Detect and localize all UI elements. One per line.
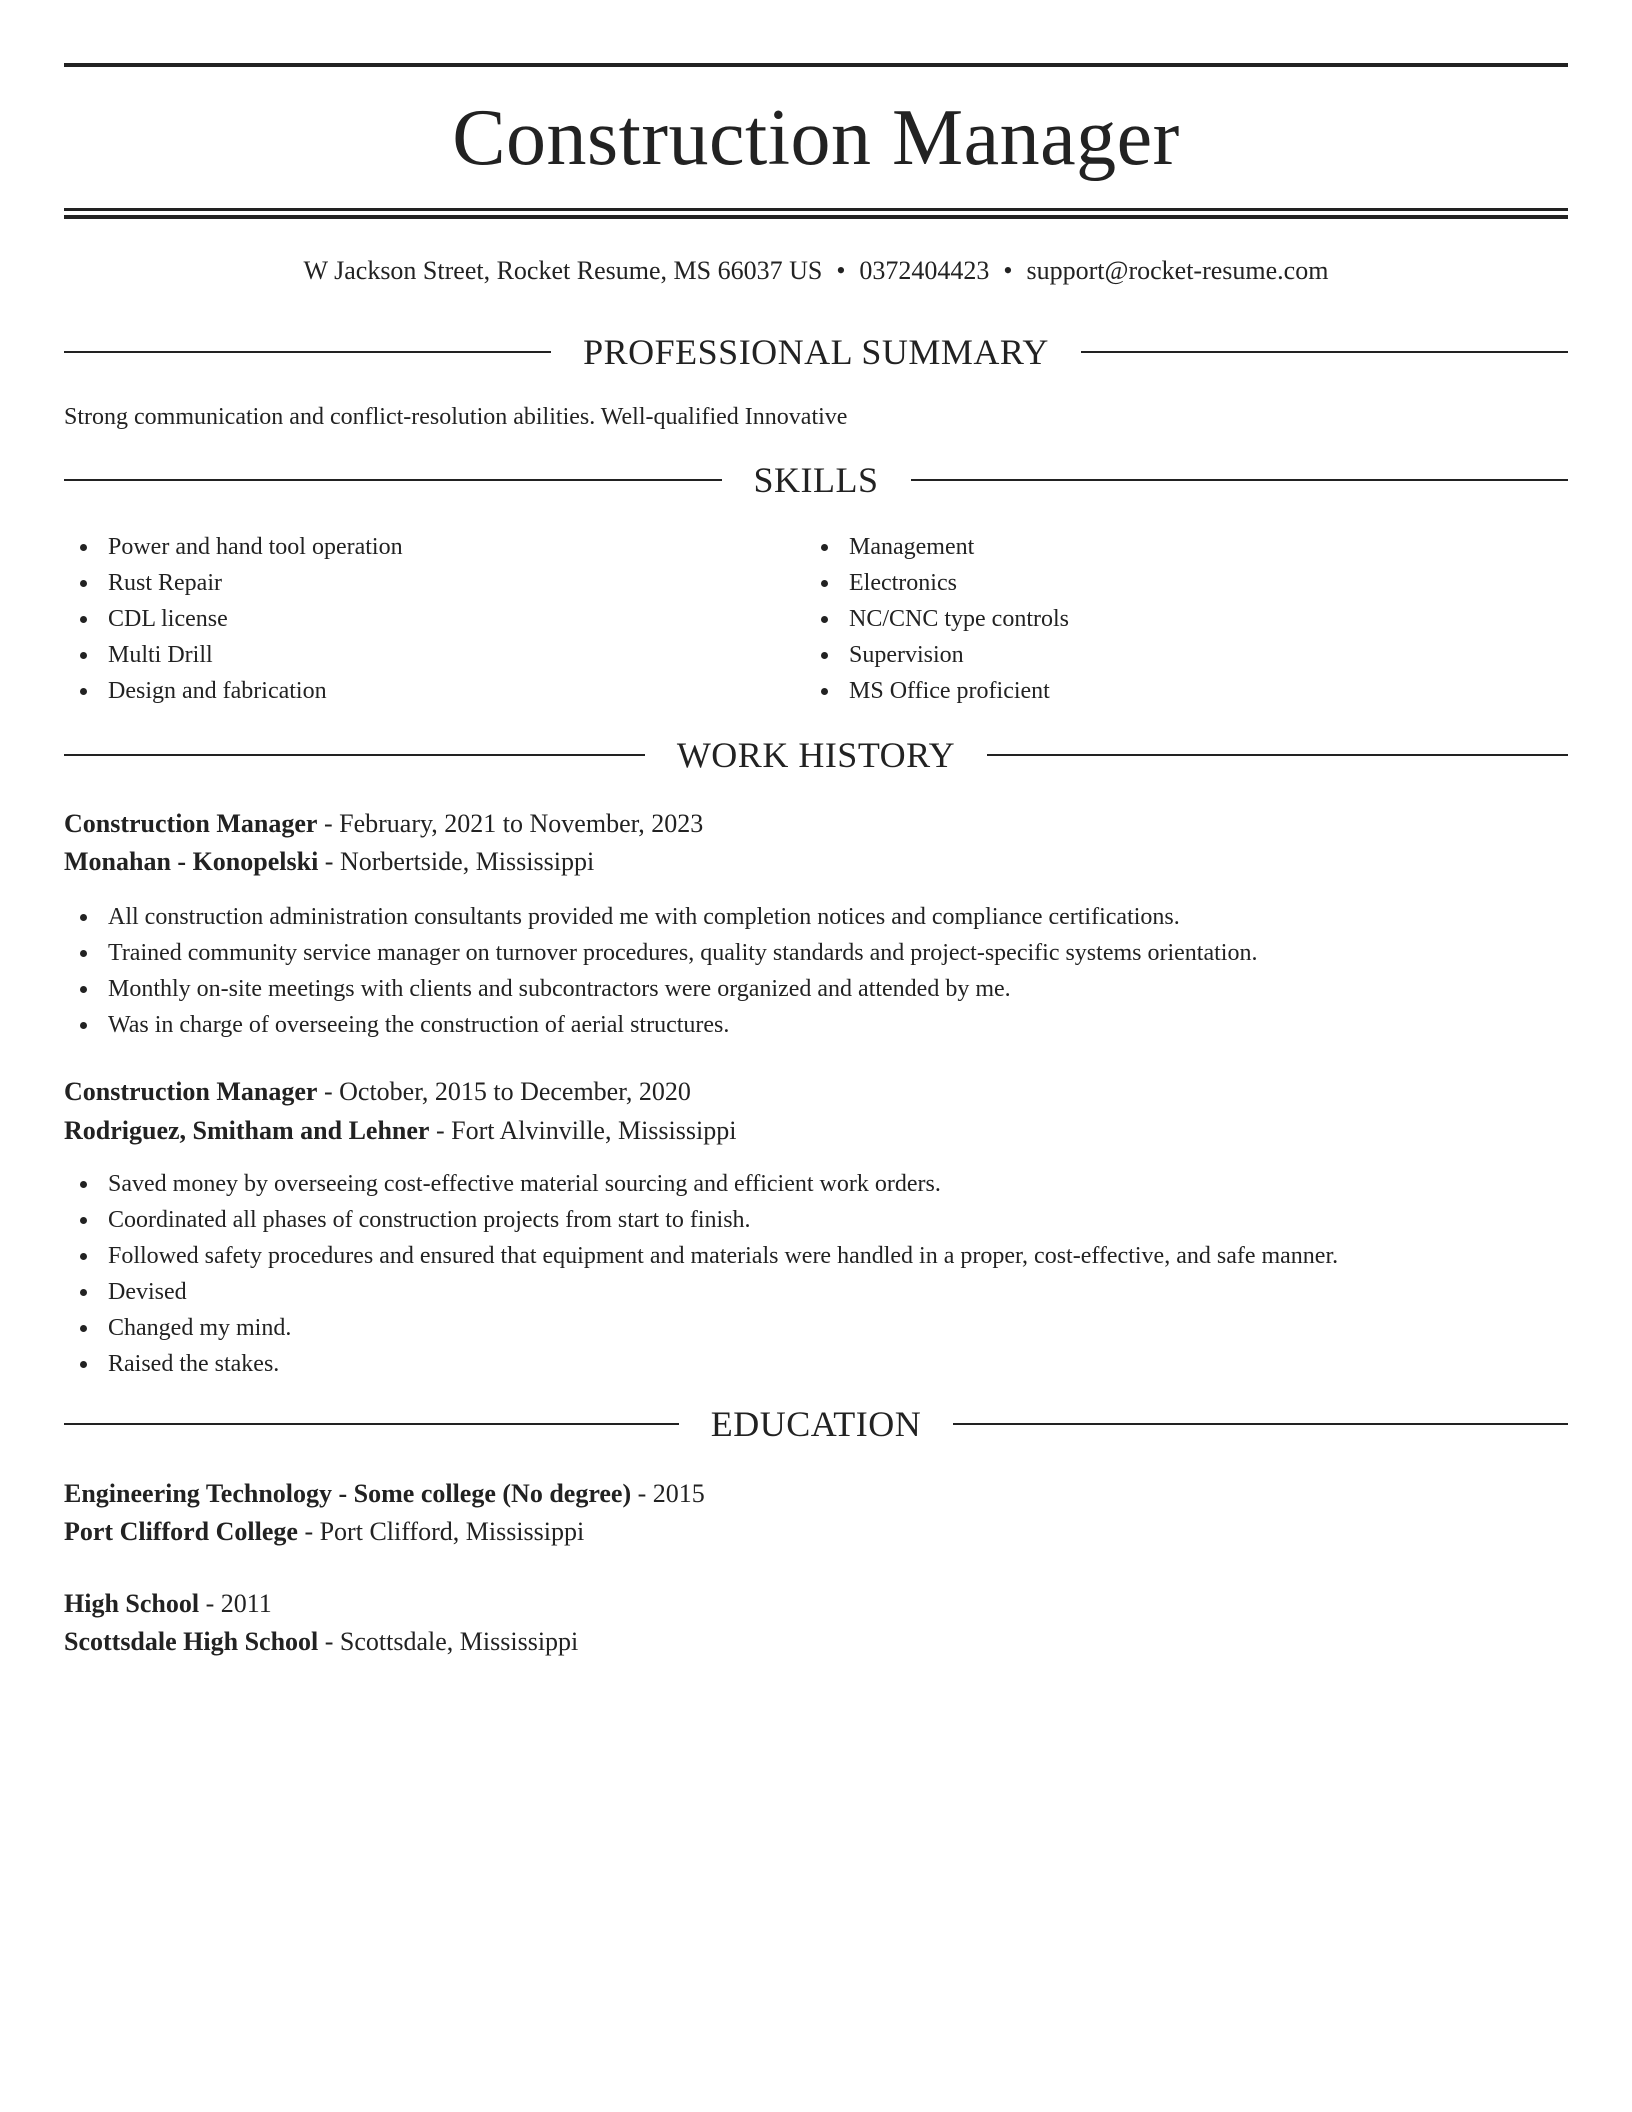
education-location: - Scottsdale, Mississippi xyxy=(318,1627,579,1656)
section-rule xyxy=(64,351,551,353)
job-bullet: Followed safety procedures and ensured that equipment and materials were handled in a proper, cost-effective, and safe manner. xyxy=(64,1238,1568,1274)
skill-item: Rust Repair xyxy=(64,565,764,601)
section-header-summary xyxy=(64,330,1568,374)
section-title: SKILLS xyxy=(753,460,879,500)
summary-text: Strong communication and conflict-resolution abilities. Well-qualified Innovative xyxy=(64,404,848,430)
skills-column-right xyxy=(805,529,1505,709)
education-location: - Port Clifford, Mississippi xyxy=(297,1517,585,1546)
job-title-line xyxy=(64,806,1568,842)
job-bullets xyxy=(64,1166,1568,1382)
job-bullet: Monthly on-site meetings with clients and subcontractors were organized and attended by me. xyxy=(64,971,1568,1007)
skill-item: Design and fabrication xyxy=(64,673,764,709)
education-degree: Engineering Technology - Some college (No degree) xyxy=(64,1479,632,1508)
section-header-education xyxy=(64,1402,1568,1446)
contact-email[interactable]: support@rocket-resume.com xyxy=(1026,256,1329,285)
education-degree-line xyxy=(64,1476,1568,1512)
section-rule xyxy=(64,479,722,481)
section-rule xyxy=(953,1423,1568,1425)
job-bullet: Devised xyxy=(64,1274,1568,1310)
skills-column-left xyxy=(64,529,764,709)
job-bullet: Trained community service manager on turnover procedures, quality standards and project-specific systems orientation. xyxy=(64,935,1568,971)
contact-line xyxy=(64,254,1568,288)
skill-item: Multi Drill xyxy=(64,637,764,673)
skill-item: NC/CNC type controls xyxy=(805,601,1505,637)
job-company-line xyxy=(64,1113,1568,1149)
page-title: Construction Manager xyxy=(452,94,1180,182)
title-rule-upper xyxy=(64,208,1568,211)
section-rule xyxy=(64,1423,679,1425)
contact-separator: • xyxy=(1003,256,1013,285)
section-rule xyxy=(64,754,645,756)
education-school: Scottsdale High School xyxy=(64,1627,319,1656)
education-degree-line xyxy=(64,1586,1568,1622)
job-bullet: All construction administration consultants provided me with completion notices and compliance certifications. xyxy=(64,899,1568,935)
top-rule xyxy=(64,63,1568,67)
skill-item: Supervision xyxy=(805,637,1505,673)
contact-separator: • xyxy=(836,256,846,285)
education-year: - 2011 xyxy=(199,1589,272,1618)
job-bullet: Changed my mind. xyxy=(64,1310,1568,1346)
job-title: Construction Manager xyxy=(64,1077,318,1106)
job-bullet: Raised the stakes. xyxy=(64,1346,1568,1382)
education-school-line xyxy=(64,1624,1568,1660)
section-header-skills xyxy=(64,458,1568,502)
skill-item: Management xyxy=(805,529,1505,565)
job-company: Monahan - Konopelski xyxy=(64,847,319,876)
education-school: Port Clifford College xyxy=(64,1517,298,1546)
section-title: WORK HISTORY xyxy=(676,735,956,775)
job-company: Rodriguez, Smitham and Lehner xyxy=(64,1116,430,1145)
job-dates: - February, 2021 to November, 2023 xyxy=(317,809,704,838)
section-rule xyxy=(1081,351,1568,353)
job-bullet: Coordinated all phases of construction projects from start to finish. xyxy=(64,1202,1568,1238)
section-title: PROFESSIONAL SUMMARY xyxy=(583,332,1049,372)
title-rule-lower xyxy=(64,215,1568,219)
contact-address: W Jackson Street, Rocket Resume, MS 66037 US xyxy=(303,256,823,285)
skill-item: Power and hand tool operation xyxy=(64,529,764,565)
skill-item: Electronics xyxy=(805,565,1505,601)
job-company-line xyxy=(64,844,1568,880)
section-header-work xyxy=(64,733,1568,777)
education-year: - 2015 xyxy=(631,1479,705,1508)
education-degree: High School xyxy=(64,1589,200,1618)
job-bullet: Saved money by overseeing cost-effective material sourcing and efficient work orders. xyxy=(64,1166,1568,1202)
section-rule xyxy=(911,479,1569,481)
job-bullet: Was in charge of overseeing the construction of aerial structures. xyxy=(64,1007,1568,1043)
skill-item: CDL license xyxy=(64,601,764,637)
section-title: EDUCATION xyxy=(710,1404,922,1444)
job-bullets xyxy=(64,899,1568,1043)
education-school-line xyxy=(64,1514,1568,1550)
job-title-line xyxy=(64,1074,1568,1110)
contact-phone: 0372404423 xyxy=(859,256,990,285)
job-dates: - October, 2015 to December, 2020 xyxy=(317,1077,691,1106)
job-location: - Fort Alvinville, Mississippi xyxy=(429,1116,737,1145)
job-location: - Norbertside, Mississippi xyxy=(318,847,595,876)
job-title: Construction Manager xyxy=(64,809,318,838)
section-rule xyxy=(987,754,1568,756)
skill-item: MS Office proficient xyxy=(805,673,1505,709)
